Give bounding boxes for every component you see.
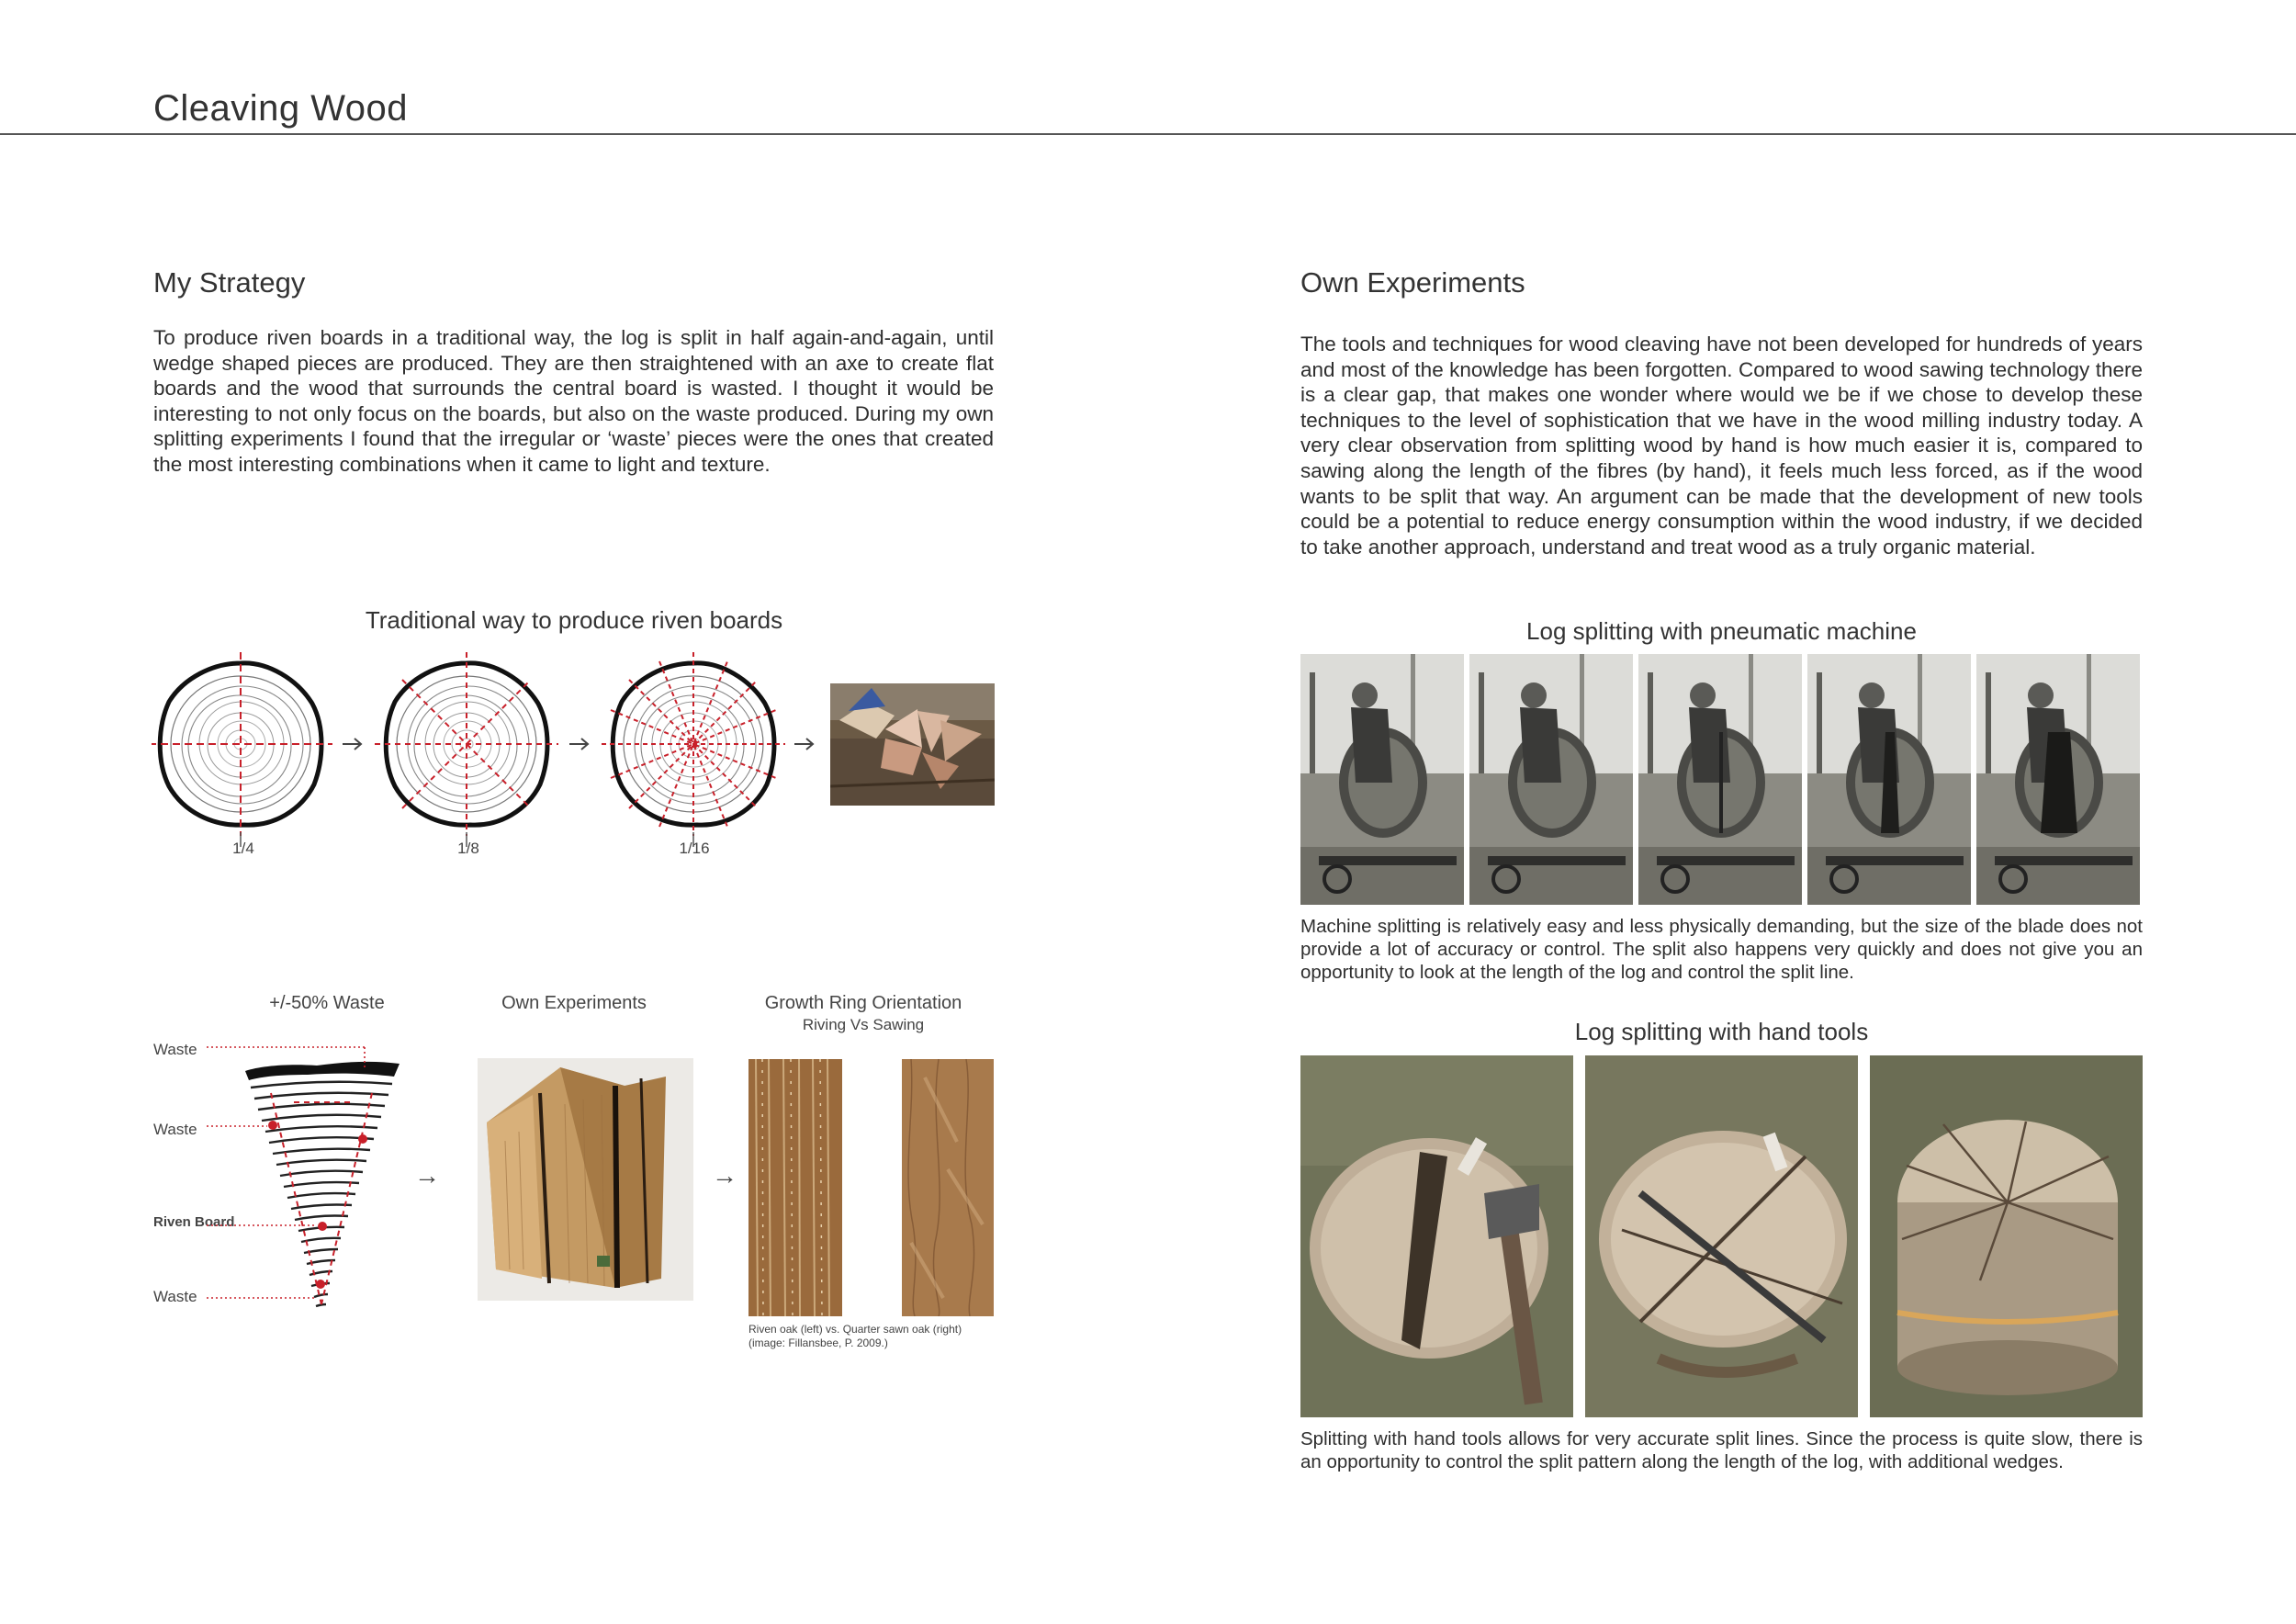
growth-ring-subtitle: Riving Vs Sawing (802, 1016, 925, 1033)
log-quarter (152, 652, 332, 847)
fraction-quarter: 1/4 (232, 840, 254, 857)
sawn-oak-photo (902, 1059, 994, 1316)
my-strategy-heading: My Strategy (153, 266, 306, 299)
fraction-eighth: 1/8 (457, 840, 479, 857)
waste-figure-title: +/-50% Waste (269, 993, 385, 1013)
hand-tools-photo-row (1300, 1055, 2143, 1417)
fraction-sixteenth: 1/16 (679, 840, 710, 857)
pneumatic-photo-1 (1300, 654, 1464, 905)
hand-tools-photo-1 (1300, 1055, 1573, 1417)
split-stump-photo (830, 683, 995, 806)
my-strategy-paragraph: To produce riven boards in a traditional way, the log is split in half again-and-again, until wedge shaped pieces are produced. They are then straightened with an axe to create flat boards and the wood that surrounds the central board is wasted. I thought it would be interesting to not only focus on the boards, but also on the waste produced. During my own splitting experiments I found that the irregular or ‘waste’ pieces were the ones that created the most interesting combinations when it came to light and texture. (153, 326, 994, 476)
oak-caption-line-1: Riven oak (left) vs. Quarter sawn oak (right) (748, 1323, 962, 1336)
title-rule (0, 133, 2296, 135)
own-experiments-paragraph: The tools and techniques for wood cleaving have not been developed for hundreds of years and most of the knowledge has been forgotten. Compared to wood sawing technology there is a clear gap, that makes one wonder where would we be if we chose to develop these techniques to the level of sophistication that we have in the wood milling industry today. A very clear observation from splitting wood by hand is how much easier it is, compared to sawing along the length of the fibres (by hand), it feels much less forced, as if the wood wants to be split that way. An argument can be made that the development of new tools could be a potential to reduce energy consumption within the wood industry, if we decided to take another approach, understand and treat wood as a truly organic material. (1300, 333, 2143, 558)
pneumatic-photo-3 (1638, 654, 1802, 905)
log-eighth (375, 652, 558, 847)
pneumatic-photo-sequence (1300, 654, 2143, 905)
hand-tools-photo-2 (1585, 1055, 1858, 1417)
pneumatic-caption: Machine splitting is relatively easy and less physically demanding, but the size of the blade does not provide a lot of accuracy or control. The split also happens very quickly and does not give you an opportunity to look at the length of the log and control the split line. (1300, 916, 2143, 983)
traditional-figure-title: Traditional way to produce riven boards (365, 606, 783, 634)
waste-label-bottom: Waste (153, 1288, 197, 1305)
waste-label-middle: Waste (153, 1121, 197, 1138)
own-experiments-heading: Own Experiments (1300, 266, 1525, 299)
pneumatic-photo-5 (1976, 654, 2140, 905)
pneumatic-photo-2 (1469, 654, 1633, 905)
hand-tools-figure-title: Log splitting with hand tools (1574, 1018, 1869, 1045)
hand-tools-caption: Splitting with hand tools allows for very accurate split lines. Since the process is quite slow, there is an opportunity to control the split pattern along the length of the log, with additional wedges. (1300, 1428, 2143, 1472)
arrow-icon: → (414, 1161, 440, 1190)
own-experiments-figure-title: Own Experiments (501, 993, 647, 1013)
pneumatic-photo-4 (1807, 654, 1971, 905)
pneumatic-figure-title: Log splitting with pneumatic machine (1526, 617, 1917, 645)
riven-board-label: Riven Board (153, 1214, 235, 1230)
waste-label-top: Waste (153, 1041, 197, 1058)
hand-tools-photo-3 (1870, 1055, 2143, 1417)
arrow-icon: → (712, 1161, 737, 1190)
wedge-diagram (207, 1038, 418, 1341)
growth-ring-title: Growth Ring Orientation (764, 993, 962, 1013)
riven-oak-photo (748, 1059, 842, 1316)
split-wood-photo (478, 1058, 693, 1301)
page-title: Cleaving Wood (153, 88, 409, 129)
oak-caption-line-2: (image: Fillansbee, P. 2009.) (748, 1336, 888, 1349)
log-sixteenth (602, 652, 785, 847)
